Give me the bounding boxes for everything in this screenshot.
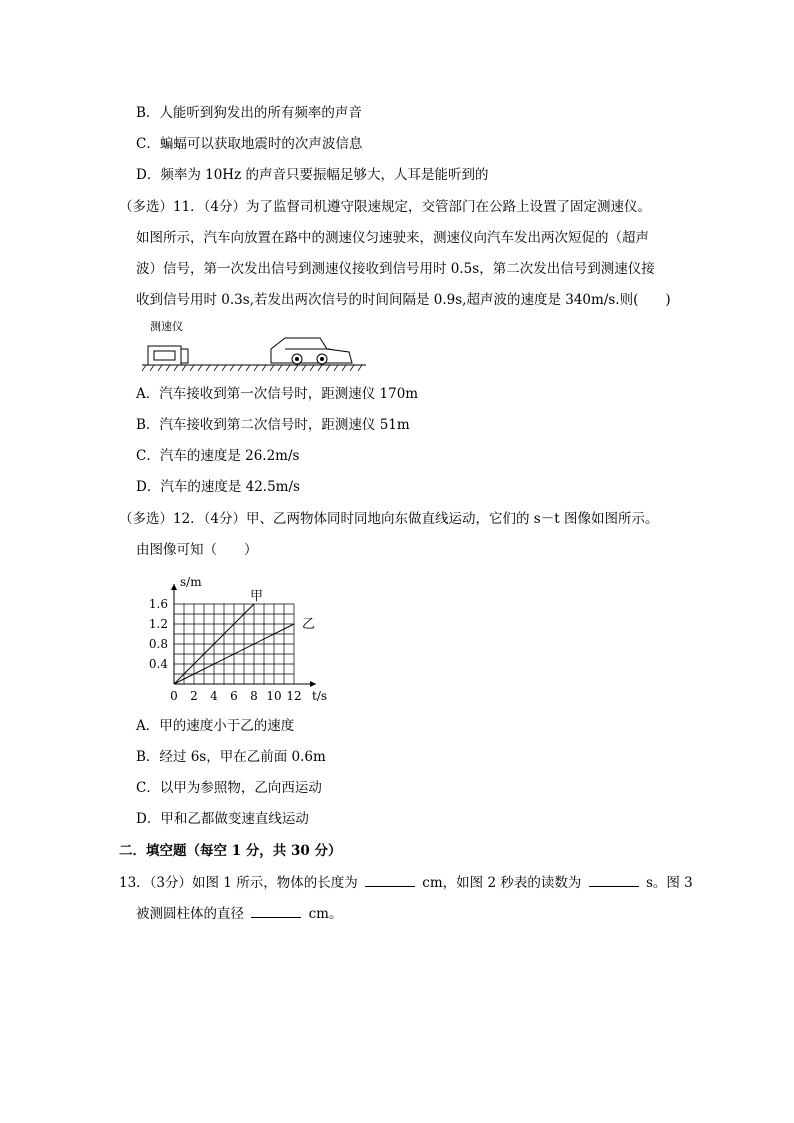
y-tick-label: 1.2	[148, 617, 168, 631]
y-axis-label: s/m	[180, 575, 202, 589]
x-axis-arrow-icon	[310, 681, 316, 687]
x-tick-label: 8	[250, 689, 258, 703]
ground-hatch	[142, 365, 362, 371]
q12-stem-line1: （多选）12．（4分）甲、乙两物体同时同地向东做直线运动，它们的 s－t 图像如图所示。	[119, 511, 659, 527]
q13-blank-3[interactable]	[251, 904, 301, 918]
q13-blank-2[interactable]	[589, 873, 639, 887]
q13-blank-1[interactable]	[365, 873, 415, 887]
series-label-1: 甲	[250, 589, 264, 604]
q12-stem-line2: 由图像可知（ ）	[136, 542, 258, 558]
x-tick-label: 10	[266, 689, 282, 703]
q13-text-4: 被测圆柱体的直径	[136, 906, 244, 922]
s-t-chart	[140, 570, 340, 710]
x-axis-label: t/s	[312, 689, 328, 703]
x-tick-label: 6	[230, 689, 238, 703]
q10-option-b: B．人能听到狗发出的所有频率的声音	[136, 105, 362, 121]
y-tick-label: 0.8	[148, 637, 168, 651]
speed-detector-device	[148, 346, 188, 365]
q13-text-3: s。图 3	[645, 875, 693, 891]
q11-option-b: B．汽车接收到第二次信号时，距测速仪 51m	[136, 417, 410, 433]
q10-option-d: D．频率为 10Hz 的声音只要振幅足够大，人耳是能听到的	[136, 167, 489, 183]
q13-text-1: 13．（3分）如图 1 所示，物体的长度为	[119, 875, 358, 891]
q10-option-c: C．蝙蝠可以获取地震时的次声波信息	[136, 136, 363, 152]
q11-option-a: A．汽车接收到第一次信号时，距测速仪 170m	[136, 386, 419, 402]
q13-text-2: cm，如图 2 秒表的读数为	[422, 875, 582, 891]
speed-detector-figure	[140, 316, 370, 376]
q13-line2	[136, 904, 342, 923]
q12-option-b: B．经过 6s，甲在乙前面 0.6m	[136, 749, 326, 765]
q11-option-d: D．汽车的速度是 42.5m/s	[136, 479, 300, 495]
q13-text-5: cm。	[308, 906, 343, 922]
speed-detector-label: 测速仪	[150, 320, 183, 333]
q12-option-c: C．以甲为参照物，乙向西运动	[136, 780, 322, 796]
x-tick-label: 4	[210, 689, 218, 703]
q12-option-a: A．甲的速度小于乙的速度	[136, 718, 295, 734]
q11-stem-line3: 波）信号，第一次发出信号到测速仪接收到信号用时 0.5s，第二次发出信号到测速仪接	[136, 261, 655, 277]
y-tick-label: 0.4	[148, 657, 168, 671]
q11-option-c: C．汽车的速度是 26.2m/s	[136, 448, 300, 464]
x-tick-label: 0	[170, 689, 178, 703]
q11-stem-line2: 如图所示，汽车向放置在路中的测速仪匀速驶来，测速仪向汽车发出两次短促的（超声	[136, 230, 649, 246]
y-tick-label: 1.6	[148, 597, 168, 611]
section-title-fill-in: 二．填空题（每空 1 分，共 30 分）	[119, 843, 342, 859]
car-icon	[271, 338, 352, 364]
q12-option-d: D．甲和乙都做变速直线运动	[136, 811, 309, 827]
y-axis-arrow-icon	[171, 584, 177, 590]
q13-line1	[119, 873, 693, 892]
q11-stem-line1: （多选）11．（4分）为了监督司机遵守限速规定，交管部门在公路上设置了固定测速仪。	[119, 199, 652, 215]
q11-stem-line4: 收到信号用时 0.3s,若发出两次信号的时间间隔是 0.9s,超声波的速度是 340m/s.则( )	[136, 292, 671, 308]
x-tick-label: 2	[190, 689, 198, 703]
series-label-2: 乙	[302, 617, 316, 632]
x-tick-label: 12	[286, 689, 302, 703]
chart-grid	[174, 604, 294, 684]
